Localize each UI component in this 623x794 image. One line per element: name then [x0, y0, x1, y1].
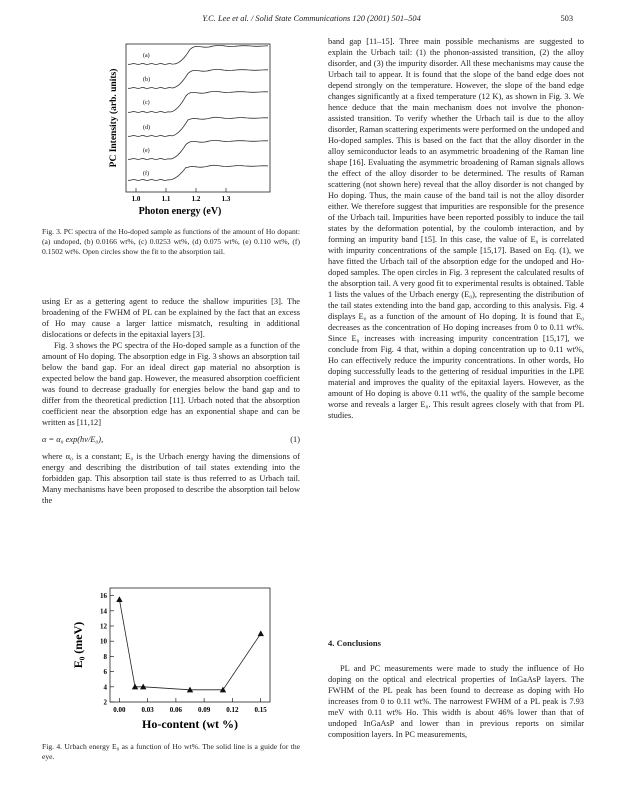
fig3-xtick-label: 1.3: [221, 195, 231, 203]
equation-1: [42, 434, 300, 445]
paragraph: band gap [11–15]. Three main possible mechanisms are suggested to explain the Urbach tail: (1) the phonon-assisted transition, (2) the alloy disorder, and (3) the impurity disorder. All these mechanisms may cause the Urbach tail to appear. It is found that the slope of the band edge does not depend strongly on the temperature. However, the slope of the band edge changes significantly at a fixed temperature (12 K), as shown in Fig. 3. We hence deduce that the main mechanism does not involve the phonon-assisted transition. To verify whether the Urbach tail is due to the alloy disorder, Raman scattering experiments were performed on the undoped and Ho-doped samples. This is based on the fact that the alloy disorder in the alloy semiconductor leads to an asymmetric broadening of the Raman line shape [16]. Evaluating the asymmetric broadening of Raman signals allows the effect of the alloy disorder to be determined. The results of Raman scattering (not shown here) reveal that the alloy disorder is not changed by Ho doping. Thus, the main cause of the band tail is not the alloy disorder either. We therefore suggest that impurities are responsible for the presence of the Urbach tail. Impurities have been reported possibly to induce the tail states by the deformation potential, by the coulomb interaction, and by forming an impurity band [15]. In this case, the value of E₀ is correlated with impurity concentrations of the sample [15,17]. Based on Eq. (1), we have fitted the Urbach tail of the absorption edge for the undoped and Ho-doped samples. The open circles in Fig. 3 represent the calculated results of the absorption tail. A very good fit to experimental results is obtained. Table 1 lists the values of the Urbach energy (E₀), representing the distribution of the tail states extending into the band gap, according to this analysis. Fig. 4 displays E₀ as a function of the amount of Ho doping. It is found that E₀ decreases as the concentration of Ho doping increases from 0 to 0.11 wt%. Since E₀ increases with increasing impurity concentration [15,17], we conclude from Fig. 4 that, within a doping concentration up to 0.11 wt%, Ho can effectively reduce the impurity concentrations. In other words, Ho doping successfully leads to the gettering of residual impurities in the LPE material and improves the quality of the epitaxial layers. However, as the amount of Ho doping is above 0.11 wt%, the quality of the sample become worse and reveals a larger E₀. This result agrees closely with that from PL studies.: [328, 37, 584, 420]
fig4-xtick-label: 0.09: [197, 706, 211, 714]
running-title: Y.C. Lee et al. / Solid State Communications 120 (2001) 501–504: [202, 14, 421, 23]
fig3-x-ticks: [132, 188, 231, 203]
equation-text: α = α₀ exp(hν/E₀),: [42, 435, 104, 444]
fig3-curve-label: (d): [143, 125, 150, 131]
fig3-y-axis-label: PC Intensity (arb. units): [109, 68, 119, 168]
fig3-curve-label: (a): [143, 53, 150, 59]
fig4-ytick-label: 12: [100, 622, 107, 631]
fig3-xtick-label: 1.0: [131, 195, 141, 203]
conclusions-body: [328, 663, 584, 740]
left-column-body: [42, 296, 300, 506]
fig4-xtick-label: 0.06: [169, 706, 183, 714]
fig4-plot-frame: [110, 588, 270, 702]
fig4-xtick-label: 0.03: [141, 706, 154, 714]
fig4-ytick-label: 16: [100, 592, 107, 601]
fig4-data-point: [258, 630, 264, 636]
fig4-guide-line: [119, 599, 260, 689]
fig4-y-ticks: [100, 592, 114, 706]
fig4-ytick-label: 4: [103, 683, 107, 692]
fig4-ytick-label: 8: [103, 652, 107, 661]
fig4-xtick-label: 0.15: [254, 706, 267, 714]
figure-4-urbach-energy-chart: [62, 582, 282, 732]
paragraph: using Er as a gettering agent to reduce the shallow impurities [3]. The broadening of the FWHM of PL can be explained by the fact that an excess of Ho may cause a larger lattice mismatch, resulting in additional dislocations or defects in the epitaxial layers [3].: [42, 297, 300, 339]
right-column-body: [328, 36, 584, 421]
fig4-ytick-label: 2: [103, 698, 107, 707]
figure-4-caption: Fig. 4. Urbach energy E₀ as a function of Ho wt%. The solid line is a guide for the eye.: [42, 742, 300, 761]
fig3-curve-labels: [143, 52, 150, 177]
section-heading-conclusions: 4. Conclusions: [328, 638, 382, 648]
fig3-x-axis-label: Photon energy (eV): [138, 206, 222, 217]
figure-3-caption: Fig. 3. PC spectra of the Ho-doped sample as functions of the amount of Ho dopant: (a) undoped, (b) 0.0166 wt%, (c) 0.0253 wt%, (d) 0.075 wt%, (e) 0.110 wt%, (f) 0.1502 wt%. Open circles show the fit to the absorption tail.: [42, 227, 300, 256]
fig4-data-points: [116, 596, 264, 692]
paragraph: where α₀ is a constant; E₀ is the Urbach energy having the dimensions of energy and describing the distribution of tail states extending into the forbidden gap. This absorption tail state is thus referred to as Urbach tail. Many mechanisms have been proposed to describe the absorption tail below the: [42, 452, 300, 505]
paragraph: Fig. 3 shows the PC spectra of the Ho-doped sample as a function of the amount of Ho doping. The absorption edge in Fig. 3 shows an absorption tail below the band gap. For an ideal direct gap material no absorption is expected below the band gap. However, the measured absorption coefficient was found to decrease gradually for energies below the band gap and to differ from the theoretical prediction [11]. Urbach noted that the absorption coefficient near the absorption edge has an exponential shape and can be written as [11,12]: [42, 341, 300, 427]
fig4-data-point: [116, 596, 122, 602]
fig4-xtick-label: 0.12: [226, 706, 239, 714]
equation-number: (1): [290, 435, 300, 444]
paragraph: PL and PC measurements were made to study the influence of Ho doping on the optical and electrical properties of InGaAsP layers. The FWHM of the PL peak has been found to decrease as doping with Ho increases from 0 to 0.11 wt%. The narrowest FWHM of a PL peak is 7.93 meV with 0.11 wt% Ho. This width is about 46% lower than that of undoped InGaAsP and lower than in previous reports on similar composition layers. In PC measurements,: [328, 664, 584, 739]
fig4-x-axis-label: Ho-content (wt %): [142, 717, 238, 731]
fig4-ytick-label: 14: [100, 607, 107, 616]
fig4-xtick-label: 0.00: [113, 706, 126, 714]
fig4-ytick-label: 10: [100, 637, 107, 646]
fig3-spectrum-curve: [128, 165, 268, 180]
fig3-curve-label: (c): [143, 100, 150, 106]
fig4-x-ticks: [113, 698, 267, 714]
fig3-xtick-label: 1.2: [191, 195, 201, 203]
fig3-curve-label: (e): [143, 148, 150, 154]
figure-3-pc-spectra: [100, 40, 285, 220]
page-header: [40, 14, 583, 26]
fig3-xtick-label: 1.1: [161, 195, 171, 203]
fig3-curve-label: (f): [143, 171, 149, 177]
page-number: 503: [560, 14, 573, 23]
fig3-curves: [128, 45, 268, 180]
fig4-y-axis-label: E₀ (meV): [71, 621, 85, 669]
fig3-curve-label: (b): [143, 77, 150, 83]
fig4-ytick-label: 6: [103, 668, 107, 677]
